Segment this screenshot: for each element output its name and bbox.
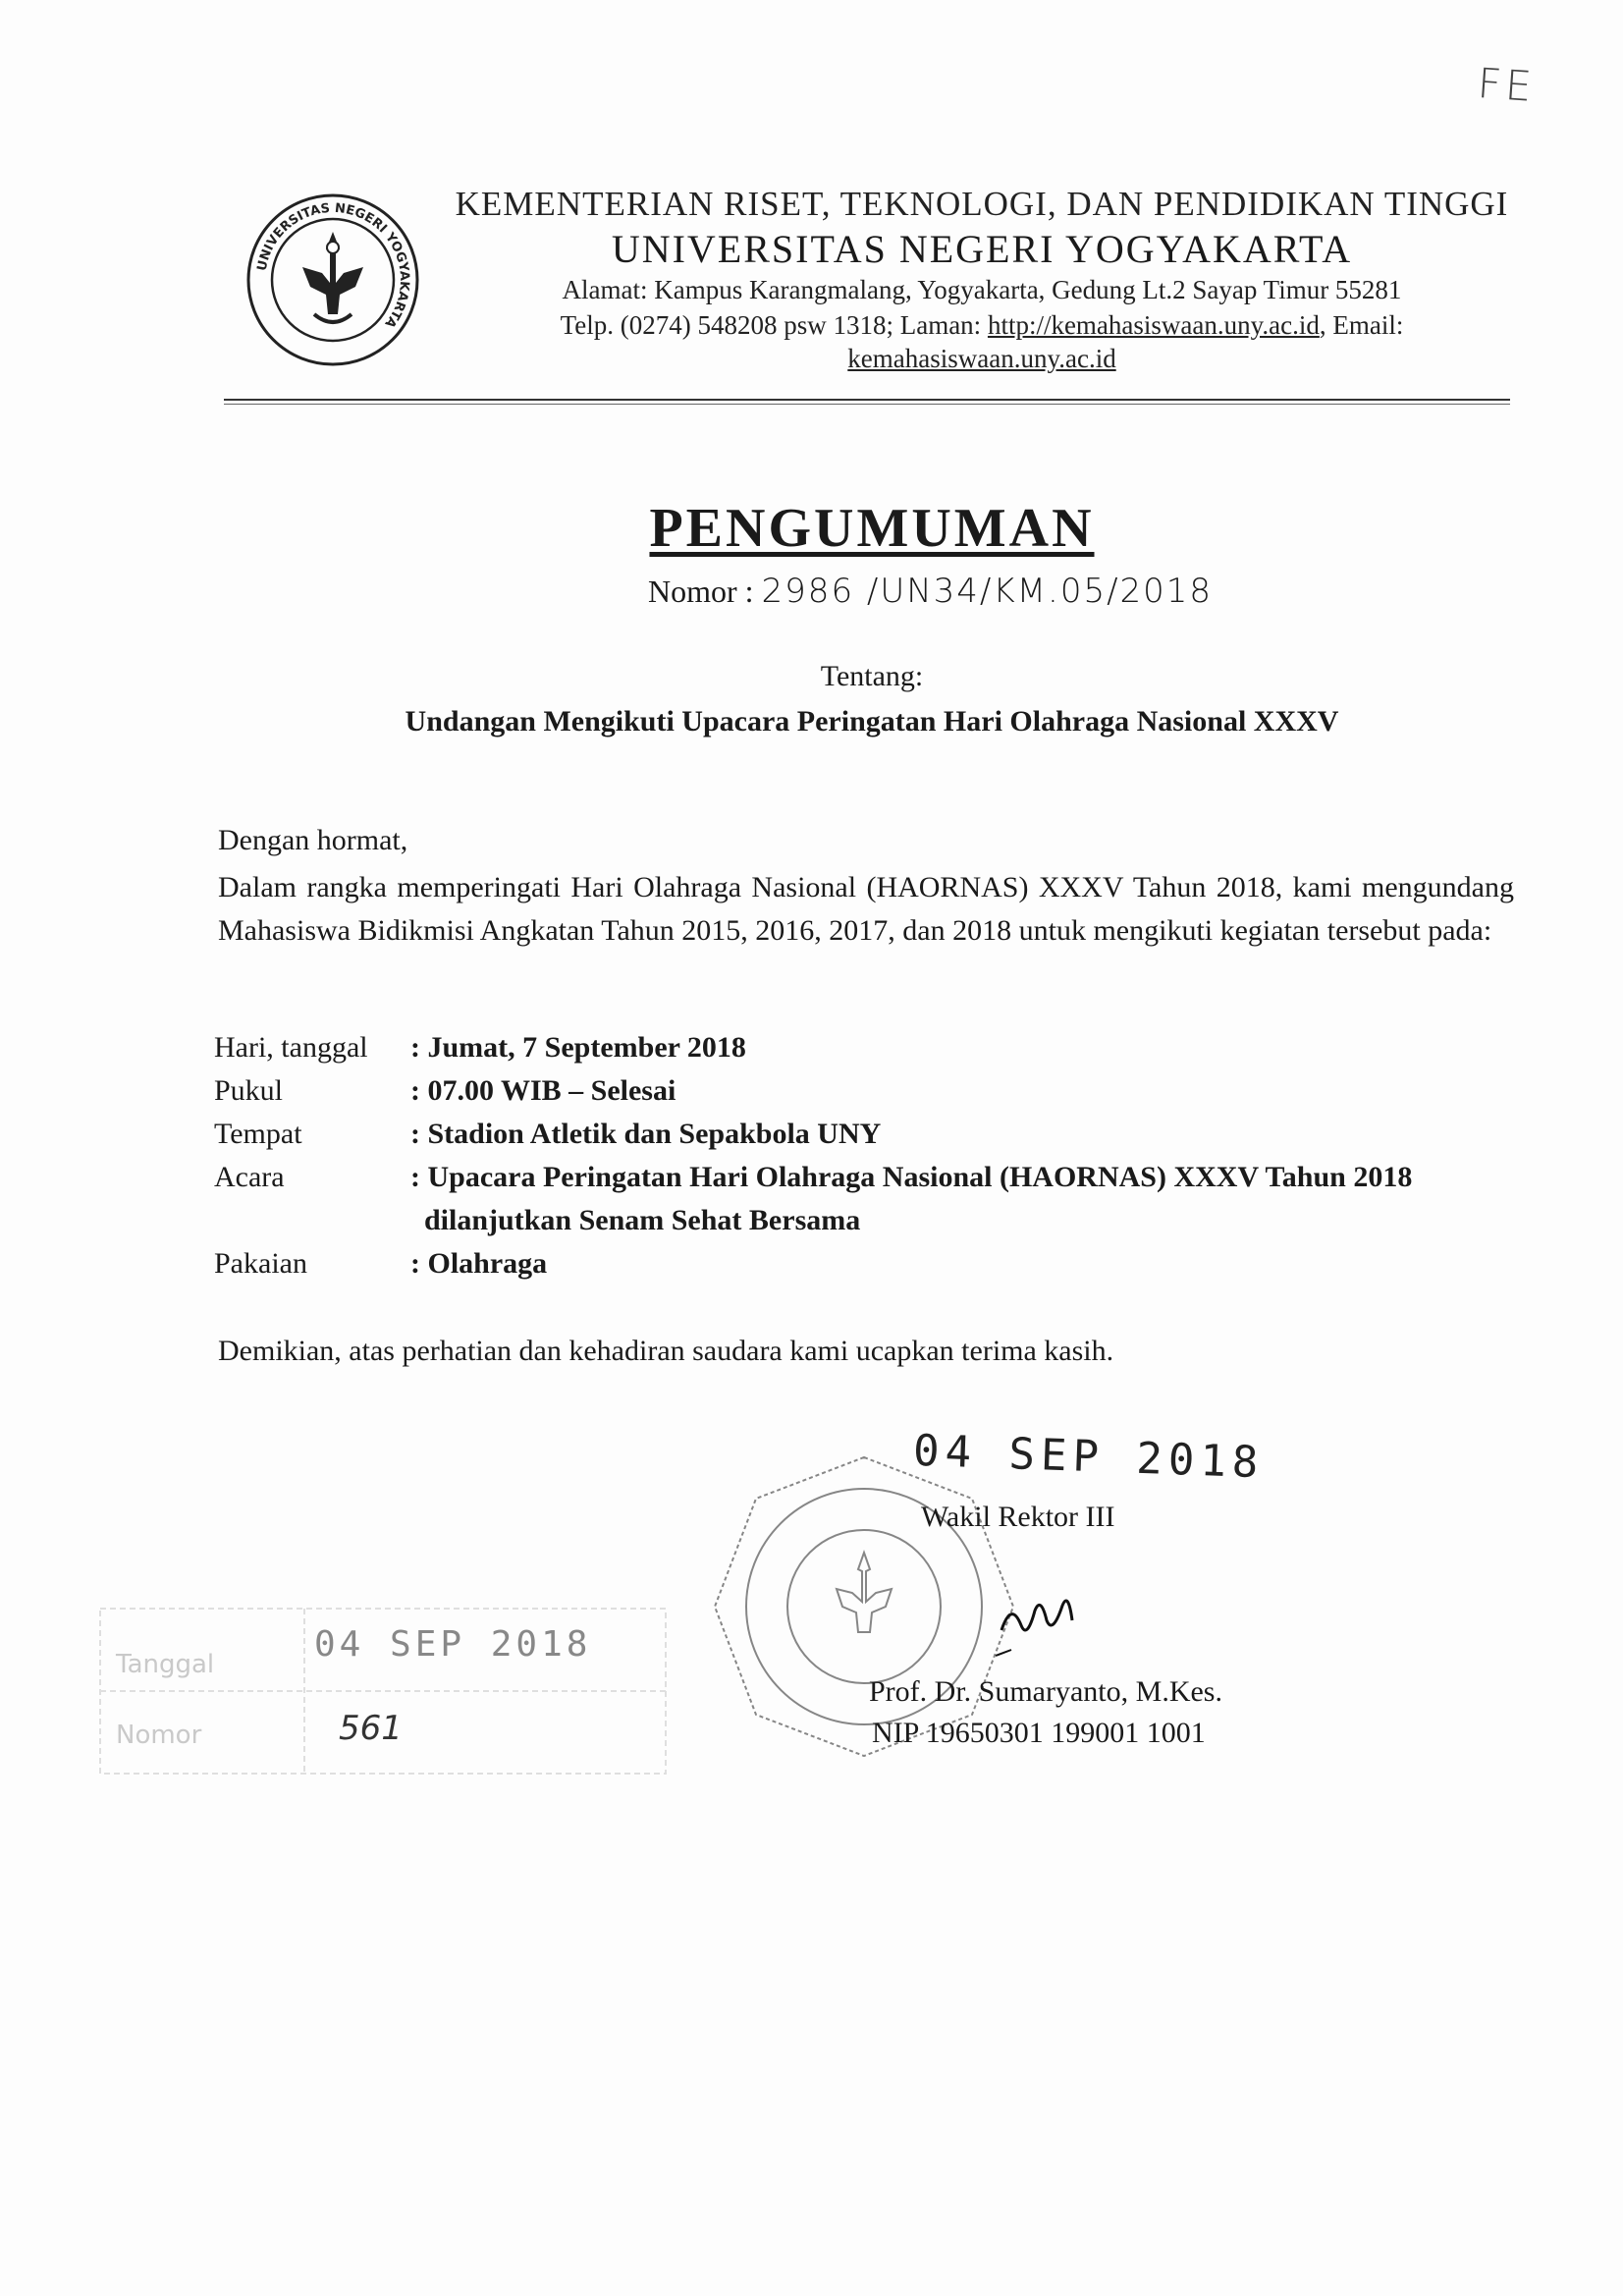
signer-position: Wakil Rektor III <box>921 1501 1115 1533</box>
detail-label: Pukul <box>214 1074 284 1107</box>
subject-text: Undangan Mengikuti Upacara Peringatan Hari Olahraga Nasional XXXV <box>405 705 1339 738</box>
detail-value: : Olahraga <box>410 1247 548 1280</box>
email-line <box>432 344 1532 374</box>
svg-text:UNIVERSITAS NEGERI YOGYAKARTA: UNIVERSITAS NEGERI YOGYAKARTA <box>254 200 412 331</box>
website-link[interactable]: http://kemahasiswaan.uny.ac.id <box>987 310 1320 340</box>
closing-sentence: Demikian, atas perhatian dan kehadiran saudara kami ucapkan terima kasih. <box>218 1335 1114 1367</box>
signing-date-stamp: 04 SEP 2018 <box>912 1425 1266 1489</box>
detail-label: Tempat <box>214 1118 302 1150</box>
detail-label: Acara <box>214 1161 285 1193</box>
signer-name: Prof. Dr. Sumaryanto, M.Kes. <box>869 1675 1222 1708</box>
received-number-value: 561 <box>339 1709 403 1748</box>
nomor-label: Nomor : <box>648 574 754 609</box>
contact-line <box>432 310 1532 341</box>
corner-handwritten-mark: FE <box>1476 59 1538 111</box>
address-line: Alamat: Kampus Karangmalang, Yogyakarta, Gedung Lt.2 Sayap Timur 55281 <box>562 275 1402 304</box>
detail-value: : Jumat, 7 September 2018 <box>410 1031 746 1064</box>
letterhead-divider <box>224 399 1510 401</box>
document-title <box>0 497 1623 560</box>
email-link[interactable]: kemahasiswaan.uny.ac.id <box>847 344 1116 373</box>
signature-icon <box>992 1581 1109 1660</box>
detail-value: : Upacara Peringatan Hari Olahraga Nasional (HAORNAS) XXXV Tahun 2018 <box>410 1161 1413 1193</box>
detail-value: : Stadion Atletik dan Sepakbola UNY <box>410 1118 882 1150</box>
detail-label: Hari, tanggal <box>214 1031 368 1064</box>
contact-prefix: Telp. (0274) 548208 psw 1318; Laman: <box>560 310 988 340</box>
received-date-label: Tanggal <box>116 1650 215 1679</box>
document-number <box>648 572 1213 611</box>
subject-label: Tentang: <box>820 660 924 692</box>
received-number-label: Nomor <box>116 1721 202 1750</box>
contact-suffix: , Email: <box>1319 310 1404 340</box>
university-logo-icon <box>245 192 420 367</box>
nomor-value: 2986 /UN34/KM.05/2018 <box>761 572 1214 611</box>
university-name: UNIVERSITAS NEGERI YOGYAKARTA <box>611 227 1353 271</box>
body-paragraph: Dalam rangka memperingati Hari Olahraga Nasional (HAORNAS) XXXV Tahun 2018, kami mengundang Mahasiswa Bidikmisi Angkatan Tahun 2015, 2016, 2017, dan 2018 untuk mengikuti kegiatan tersebut pada: <box>218 871 1514 947</box>
received-date-value: 04 SEP 2018 <box>314 1624 592 1665</box>
detail-label: Pakaian <box>214 1247 307 1280</box>
ministry-name: KEMENTERIAN RISET, TEKNOLOGI, DAN PENDIDIKAN TINGGI <box>455 185 1509 223</box>
signer-nip: NIP 19650301 199001 1001 <box>872 1717 1206 1749</box>
letterhead-divider-thin <box>224 404 1510 405</box>
document-title-text: PENGUMUMAN <box>649 498 1095 559</box>
detail-value: : 07.00 WIB – Selesai <box>410 1074 676 1107</box>
detail-value-cont: dilanjutkan Senam Sehat Bersama <box>424 1204 861 1236</box>
salutation: Dengan hormat, <box>218 824 408 856</box>
